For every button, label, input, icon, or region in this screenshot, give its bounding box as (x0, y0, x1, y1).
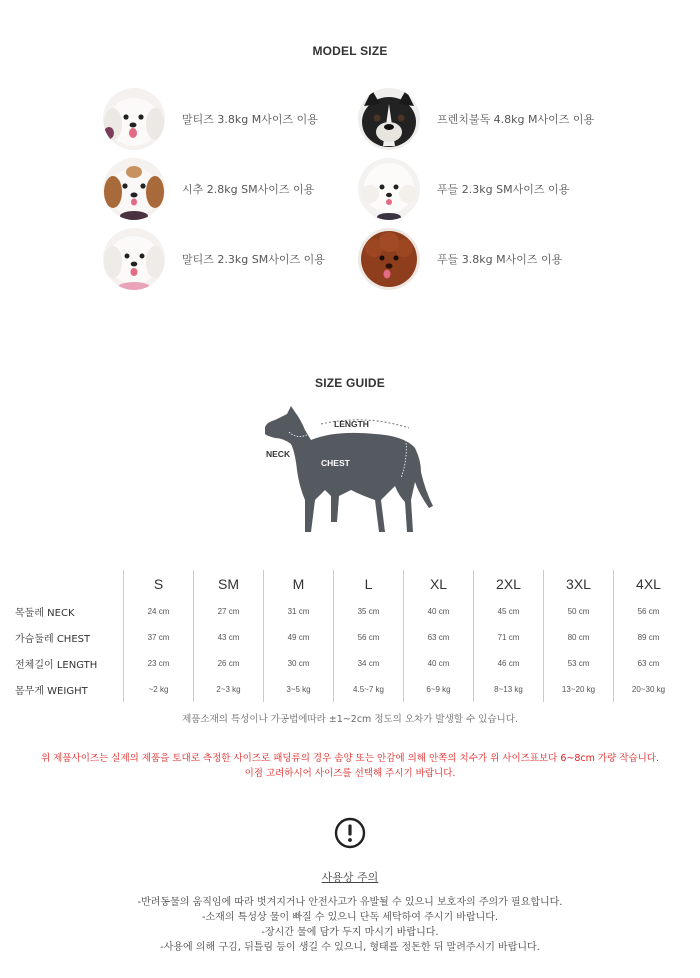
table-cell: 2~3 kg (194, 676, 264, 702)
length-label: LENGTH (334, 419, 369, 429)
table-cell: 27 cm (194, 598, 264, 624)
size-column-header: 3XL (544, 570, 614, 598)
brown-poodle-photo (358, 228, 420, 290)
model-item (358, 88, 594, 150)
tolerance-note: 제품소재의 특성이나 가공법에따라 ±1~2cm 정도의 오차가 발생할 수 있습니다. (182, 714, 518, 725)
table-cell: 26 cm (194, 650, 264, 676)
size-warning-line-1: 위 제품사이즈는 실제의 제품을 토대로 측정한 사이즈로 패딩류의 경우 솜양 또는 안감에 의해 안쪽의 치수가 위 사이즈표보다 6~8cm 가량 작습니다. (40, 753, 659, 764)
caution-list (0, 895, 700, 955)
table-cell: 23 cm (124, 650, 194, 676)
neck-label: NECK (266, 449, 291, 459)
maltese-dog-photo (103, 88, 165, 150)
table-cell: 71 cm (474, 624, 544, 650)
table-cell: 13~20 kg (544, 676, 614, 702)
size-warning-line-2: 이점 고려하시어 사이즈를 선택해 주시기 바랍니다. (244, 768, 456, 779)
table-cell: 35 cm (334, 598, 404, 624)
white-poodle-photo (358, 158, 420, 220)
table-cell: 63 cm (614, 650, 684, 676)
size-column-header: M (264, 570, 334, 598)
table-cell: 56 cm (334, 624, 404, 650)
table-cell: 50 cm (544, 598, 614, 624)
row-label: 가슴둘레 CHEST (15, 633, 91, 645)
french-bulldog-photo (358, 88, 420, 150)
chest-label: CHEST (321, 458, 350, 468)
row-label: 목둘레 NECK (15, 607, 75, 619)
table-cell: 89 cm (614, 624, 684, 650)
table-cell: 43 cm (194, 624, 264, 650)
model-item (358, 158, 569, 220)
table-cell: 37 cm (124, 624, 194, 650)
table-cell: 46 cm (474, 650, 544, 676)
table-row (10, 676, 683, 702)
table-cell: 8~13 kg (474, 676, 544, 702)
model-label: 말티즈 2.3kg SM사이즈 이용 (182, 253, 325, 266)
caution-title (0, 869, 700, 885)
size-column-header: S (124, 570, 194, 598)
table-cell: 24 cm (124, 598, 194, 624)
table-cell: 6~9 kg (404, 676, 474, 702)
list-item: -사용에 의해 구김, 뒤틀림 등이 생길 수 있으니, 형태를 정돈한 뒤 말려주시기 바랍니다. (160, 942, 540, 953)
table-cell: 4.5~7 kg (334, 676, 404, 702)
size-column-header: SM (194, 570, 264, 598)
model-label: 시추 2.8kg SM사이즈 이용 (182, 183, 315, 196)
model-item (103, 88, 318, 150)
size-column-header: 2XL (474, 570, 544, 598)
size-column-header: 4XL (614, 570, 684, 598)
row-label: 전체길이 LENGTH (15, 659, 98, 671)
dog-measurement-diagram (255, 400, 445, 550)
caution-title-text: 사용상 주의 (321, 871, 379, 884)
table-row (10, 624, 683, 650)
table-cell: 20~30 kg (614, 676, 684, 702)
list-item: -장시간 물에 담가 두지 마시기 바랍니다. (261, 927, 439, 938)
model-label: 프렌치불독 4.8kg M사이즈 이용 (437, 113, 595, 126)
table-cell: 34 cm (334, 650, 404, 676)
model-size-title: MODEL SIZE (312, 44, 388, 58)
model-label: 푸들 3.8kg M사이즈 이용 (437, 253, 563, 266)
maltese-dog-photo (103, 228, 165, 290)
table-cell: 30 cm (264, 650, 334, 676)
table-cell: 53 cm (544, 650, 614, 676)
table-cell: 31 cm (264, 598, 334, 624)
model-label: 푸들 2.3kg SM사이즈 이용 (437, 183, 570, 196)
table-cell: 80 cm (544, 624, 614, 650)
table-cell: 56 cm (614, 598, 684, 624)
exclamation-circle-icon (334, 817, 366, 849)
model-item (358, 228, 562, 290)
list-item: -소재의 특성상 물이 빠질 수 있으니 단독 세탁하여 주시기 바랍니다. (201, 912, 499, 923)
table-cell: 40 cm (404, 650, 474, 676)
size-table (10, 570, 683, 702)
table-row (10, 598, 683, 624)
table-cell: 63 cm (404, 624, 474, 650)
size-guide-title: SIZE GUIDE (314, 376, 385, 390)
table-corner (10, 570, 124, 598)
row-label: 몸무게 WEIGHT (15, 685, 88, 697)
table-cell: ~2 kg (124, 676, 194, 702)
shih-tzu-photo (103, 158, 165, 220)
table-cell: 40 cm (404, 598, 474, 624)
size-header-row (10, 570, 683, 598)
model-item (103, 158, 314, 220)
model-label: 말티즈 3.8kg M사이즈 이용 (182, 113, 318, 126)
model-item (103, 228, 325, 290)
table-cell: 3~5 kg (264, 676, 334, 702)
table-cell: 45 cm (474, 598, 544, 624)
table-row (10, 650, 683, 676)
size-column-header: XL (404, 570, 474, 598)
size-column-header: L (334, 570, 404, 598)
list-item: -반려동물의 움직임에 따라 벗겨지거나 안전사고가 유발될 수 있으니 보호자의 주의가 필요합니다. (137, 897, 563, 908)
table-cell: 49 cm (264, 624, 334, 650)
